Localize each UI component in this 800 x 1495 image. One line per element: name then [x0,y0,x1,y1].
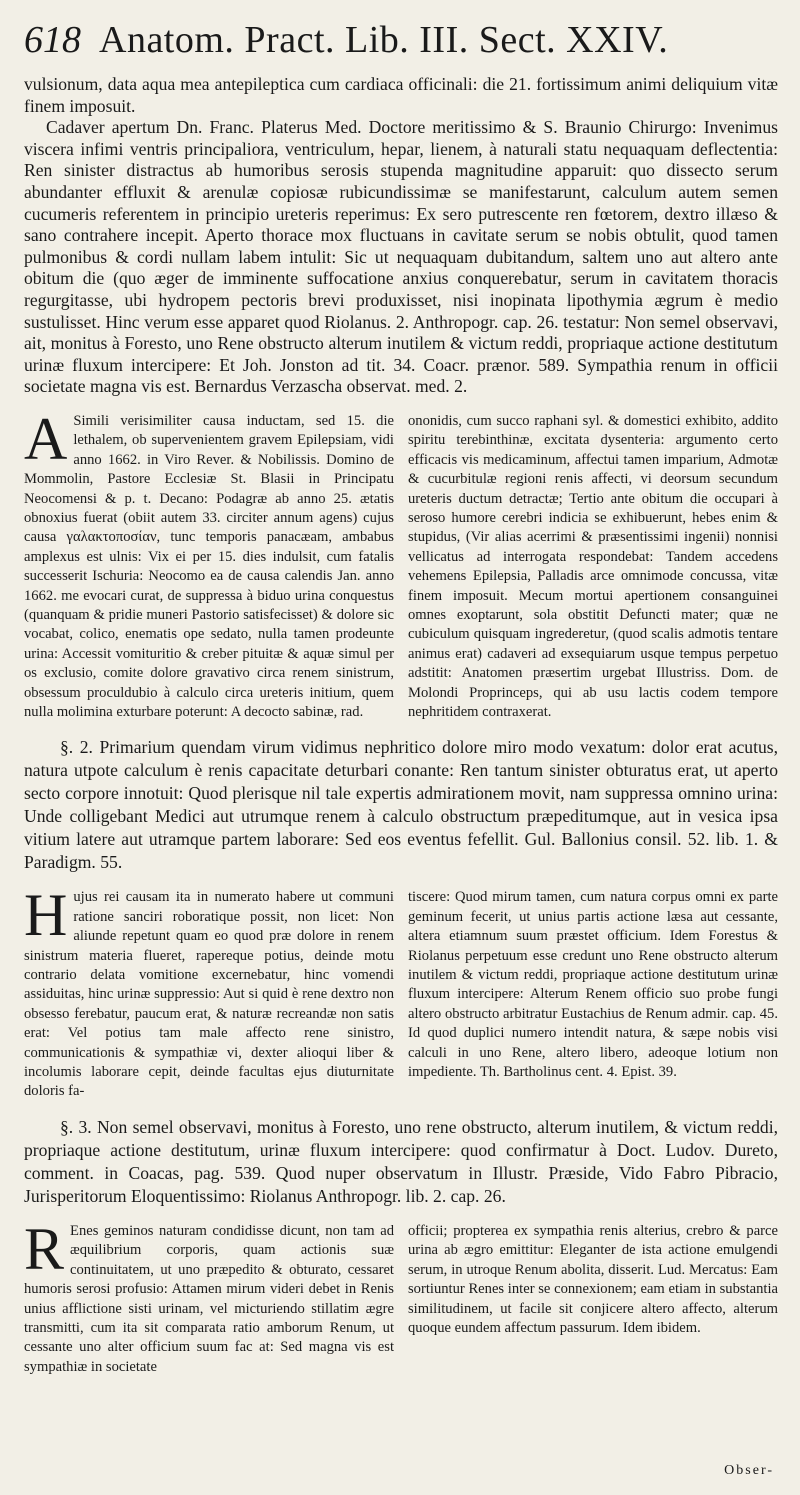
column-text: tiscere: Quod mirum tamen, cum natura corpus omni ex parte geminum fecerit, ut unius partis actione læsa aut cessante, altera etiamnum suum præstet officium. Idem Forestus & Riolanus perpetuum esse credunt uno Rene obstructo alterum inutilem & victum reddi, propriaque actione destitutum urinæ fluxum intercipere: Alterum Renem officio suo probe fungi altero obstructo arbitratur Eustachius de Renum admir. cap. 45. Id quod duplici numero intendit natura, & sæpe nobis visi calculi in uno Rene, altero libero, adeoque lotium non impediente. Th. Bartholinus cent. 4. Epist. 39. [408,889,778,1081]
drop-cap: H [24,882,68,949]
left-column [24,1215,394,1377]
right-column [408,412,778,723]
column-text: ujus rei causam ita in numerato habere ut communi ratione sanciri roboratique possit, non licet: Non aliunde repetunt quam eo quod præ dolore in renem sinistrum materia flueret, rapereque potius, deinde motu contrario delata vomitione excernebatur, hinc vomendi assiduitas, hinc urinæ suppressio: Aut si quid è rene dextro non obsesso ferebatur, paucum erat, & naturæ recreandæ non satis erat: Vel potius tam male affecto rene sinistro, communicationis & sympathiæ vi, dexter alioqui liber & incolumis laborare cepit, deinde facultas ejus diuturnitate doloris fa- [24,889,394,1100]
column-text: ononidis, cum succo raphani syl. & domestici exhibito, addito spiritu terebinthinæ, excitata dysenteria: argumento certo efficacis vis medicaminum, affectui tamen imparium, Admotæ & cucurbitulæ regioni renis affecti, vi deorsum secundum ureteris ductum detractæ; Tertio ante obitum die occupari à seroso humore cerebri indicia se exhibuerunt, hebes enim & stupidus, (Vir alias acerrimi & præsentissimi ingenii) nonnisi vellicatus ad interrogata respondebat: Tandem accedens vehemens Epilepsia, Palladis arce omnimode concussa, vitæ finem imposuit. Mecum mortui apertionem consanguinei omnes exoptarunt, sola obstitit Defuncti mater; quæ ne cubiculum quisquam ingrederetur, (quod scalis admotis tentare animus erat) cadaveri ad exsequiarum usque tempus perpetuo adstitit: Anatomen præsertim urgebat Illustriss. Dom. de Molondi Proprinceps, qui ab usu lactis codem tempore nephritidem contraxerat. [408,412,778,720]
page-header [24,18,778,74]
column-text: Enes geminos naturam condidisse dicunt, non tam ad æquilibrium corporis, quam actionis suæ continuitatem, ut uno præpedito & obturato, cessaret humoris serosi profusio: Attamen mirum videri debet in Renis unius afflictione sisti urinam, vel micturiendo stillatim ægre transmitti, cum ita sit comparata ratio amborum Renum, ut cessante uno alter officium suum fac at: Sed magna vis est sympathiæ in societate [24,1222,394,1375]
right-column [408,888,778,1101]
column-text: officii; propterea ex sympathia renis alterius, crebro & parce urina ab ægro emittitur: Eleganter de ista actione emulgendi serum, in utroque Renum abolita, disserit. Lud. Mercatus: Eam sortiuntur Renes inter se connexionem; eam etiam in substantia similitudinem, ut facile sit conjicere altero affecto, alterum quoque eundem affectum passurum. Idem ibidem. [408,1222,778,1336]
left-column [24,405,394,723]
cadaver-paragraph: Cadaver apertum Dn. Franc. Platerus Med. Doctore meritissimo & S. Braunio Chirurgo: Invenimus viscera infimi ventris principaliora, ventriculum, hepar, lienem, à naturali statu nequaquam deflectentia: Ren sinister distractus ab humoribus serosis stupenda magnitudine apparuit: quo dissecto serum abundanter effluxit & arenulæ copiosæ rubicundissimæ se manifestarunt, calculum autem semen cucumeris referentem in principio ureteris reperimus: Ex sero putrescente ren fœtorem, dextro illæso & sano contrahere incepit. Aperto thorace mox fluctuans in cavitate serum se nobis obtulit, quod tamen pulmonibus & cordi nullam labem intulit: Sic ut nequaquam dubitandum, saltem uno aut altero ante obitum die (quo æger de imminente suffocatione anxius conquerebatur, serum in cavitatem thoracis regurgitasse, ubi hydropem pectoris brevi produxisset, nisi inopinata lipothymia ægrum è medio sustulisset. Hinc verum esse apparet quod Riolanus. 2. Anthropogr. cap. 26. testatur: Non semel observavi, ait, monitus à Foresto, uno Rene obstructo alterum inutilem & victum reddi, propriaque actione destitutum urinæ fluxum intercipere: Et Joh. Jonston ad tit. 34. Coacr. prænor. 589. Sympathia renum in officii societate magna vis est. Bernardus Verzascha observat. med. 2. [24,117,778,397]
two-column-block-2 [24,882,778,1101]
section-2-heading: §. 2. Primarium quendam virum vidimus nephritico dolore miro modo vexatum: dolor erat acutus, natura utpote calculum è renis capacitate deturbari conante: Ren tantum sinister obturatus erat, ut aperto secto corpore innotuit: Quod plerisque nil tale expertis admirationem movit, nam suppressa omnino urina: Unde colligebant Medici aut utrumque renem à calculo obstructum præpeditumque, aut in vesica ipsa vitium latere aut utramque partem laborare: Sed eos eventus fefellit. Gul. Ballonius consil. 52. lib. 1. & Paradigm. 55. [24,737,778,873]
drop-cap: A [24,405,68,472]
left-column [24,882,394,1101]
two-column-block-3 [24,1215,778,1377]
right-column [408,1222,778,1377]
two-column-block-1 [24,405,778,723]
intro-text [24,74,778,398]
continuation-paragraph: vulsionum, data aqua mea antepileptica cum cardiaca officinali: die 21. fortissimum animi deliquium vitæ finem imposuit. [24,74,778,116]
catchword: Obser- [724,1463,774,1478]
column-text: Simili verisimiliter causa inductam, sed 15. die lethalem, ob supervenientem gravem Epilepsiam, vidi anno 1662. in Viro Rever. & Nobilissis. Domino de Mommolin, Pastore Ecclesiæ St. Blasii in Principatu Neocomensi & p. t. Decano: Podagræ ab anno 25. ætatis obnoxius fuerat (obiit autem 33. circiter annum agens) cujus causa γαλακτοποσίαν, tunc temporis panacæam, ambabus amplexus est ulnis: Vix ei per 15. dies indulsit, cum fatalis successerit Ischuria: Neocomo ea de causa calendis Jan. anno 1662. me evocari curat, de suppressa à biduo urina conquestus (quanquam & pridie muneri Pastorio satisfecisset) & dolore sic vocabat, colico, enematis ope sedato, nulla tamen prodeunte urina: Accessit vomituritio & creber pituitæ & aquæ simul per os exclusio, comite dolore gravativo circa renem sinistrum, obsessum proculdubio à calculo circa ureteris initium, quem nulla molimina exturbare poterunt: A decocto sabinæ, rad. [24,412,394,720]
page-number: 618 [24,19,81,61]
section-3-heading: §. 3. Non semel observavi, monitus à Foresto, uno rene obstructo, alterum inutilem, & victum reddi, propriaque actione destitutum, urinæ fluxum intercipere: quod confirmatur à Doct. Ludov. Dureto, comment. in Coacas, pag. 539. Quod nuper observatum in Illustr. Præside, Vido Fabro Pibracio, Jurisperitorum Eloquentissimo: Riolanus Anthropogr. lib. 2. cap. 26. [24,1116,778,1206]
drop-cap: R [24,1215,65,1282]
running-head: Anatom. Pract. Lib. III. Sect. XXIV. [99,19,669,61]
